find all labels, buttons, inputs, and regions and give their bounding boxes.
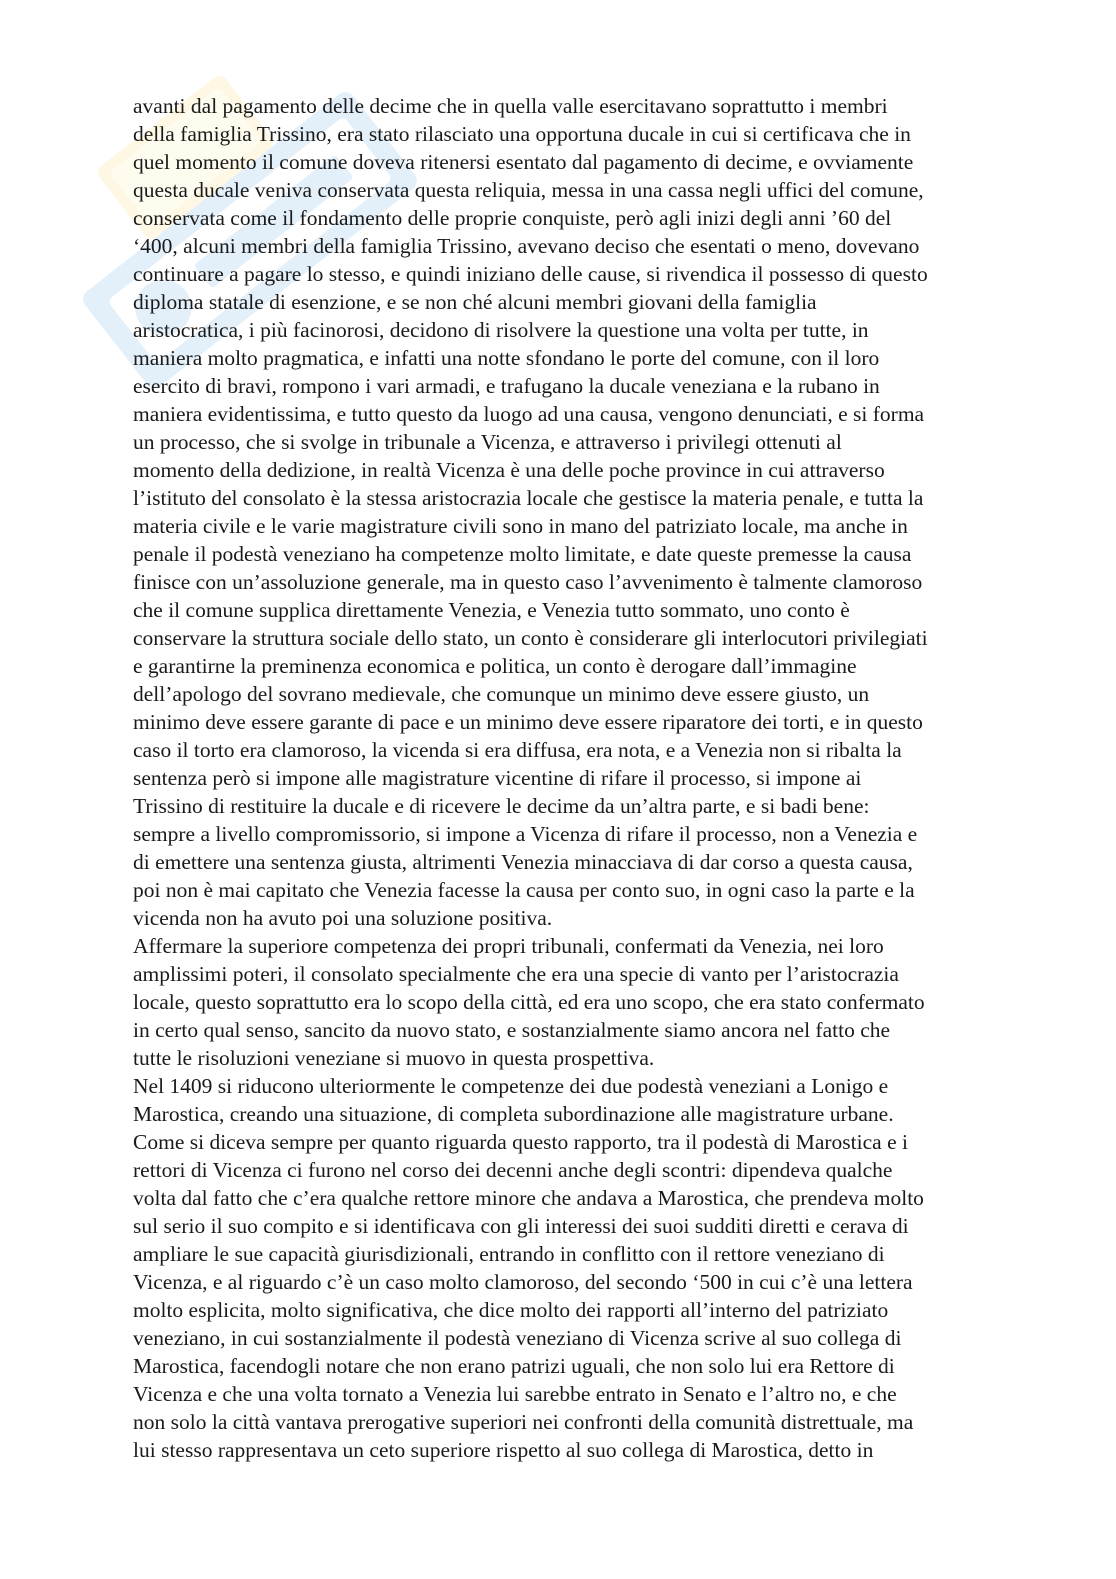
- text-line: ampliare le sue capacità giurisdizionali, entrando in conflitto con il rettore veneziano di: [133, 1242, 885, 1266]
- text-line: sentenza però si impone alle magistrature vicentine di rifare il processo, si impone ai: [133, 766, 862, 790]
- text-line: materia civile e le varie magistrature civili sono in mano del patriziato locale, ma anche in: [133, 514, 908, 538]
- text-line: volta dal fatto che c’era qualche rettore minore che andava a Marostica, che prendeva molto: [133, 1186, 924, 1210]
- text-line: esercito di bravi, rompono i vari armadi, e trafugano la ducale veneziana e la rubano in: [133, 374, 880, 398]
- text-line: Trissino di restituire la ducale e di ricevere le decime da un’altra parte, e si badi bene:: [133, 794, 870, 818]
- text-line: diploma statale di esenzione, e se non ché alcuni membri giovani della famiglia: [133, 290, 817, 314]
- text-line: l’istituto del consolato è la stessa aristocrazia locale che gestisce la materia penale, e tutta la: [133, 486, 924, 510]
- text-line: molto esplicita, molto significativa, che dice molto dei rapporti all’interno del patriziato: [133, 1298, 889, 1322]
- text-line: ‘400, alcuni membri della famiglia Trissino, avevano deciso che esentati o meno, dovevano: [133, 234, 920, 258]
- text-line: continuare a pagare lo stesso, e quindi iniziano delle cause, si rivendica il possesso di questo: [133, 262, 928, 286]
- text-line: un processo, che si svolge in tribunale a Vicenza, e attraverso i privilegi ottenuti al: [133, 430, 842, 454]
- text-line: sul serio il suo compito e si identificava con gli interessi dei suoi sudditi diretti e cerava di: [133, 1214, 909, 1238]
- text-line: questa ducale veniva conservata questa reliquia, messa in una cassa negli uffici del comune,: [133, 178, 924, 202]
- text-line: che il comune supplica direttamente Venezia, e Venezia tutto sommato, uno conto è: [133, 598, 850, 622]
- text-line: Nel 1409 si riducono ulteriormente le competenze dei due podestà veneziani a Lonigo e: [133, 1074, 889, 1098]
- text-line: in certo qual senso, sancito da nuovo stato, e sostanzialmente siamo ancora nel fatto che: [133, 1018, 891, 1042]
- text-line: minimo deve essere garante di pace e un minimo deve essere riparatore dei torti, e in questo: [133, 710, 923, 734]
- text-line: dell’apologo del sovrano medievale, che comunque un minimo deve essere giusto, un: [133, 682, 870, 706]
- text-line: maniera evidentissima, e tutto questo da luogo ad una causa, vengono denunciati, e si forma: [133, 402, 925, 426]
- text-line: tutte le risoluzioni veneziane si muovo in questa prospettiva.: [133, 1046, 655, 1070]
- text-line: finisce con un’assoluzione generale, ma in questo caso l’avvenimento è talmente clamoroso: [133, 570, 923, 594]
- text-line: Marostica, facendogli notare che non erano patrizi uguali, che non solo lui era Rettore di: [133, 1354, 895, 1378]
- text-line: Vicenza, e al riguardo c’è un caso molto clamoroso, del secondo ‘500 in cui c’è una lettera: [133, 1270, 913, 1294]
- text-line: penale il podestà veneziano ha competenze molto limitate, e date queste premesse la causa: [133, 542, 912, 566]
- paragraph: [133, 92, 1063, 932]
- text-line: poi non è mai capitato che Venezia facesse la causa per conto suo, in ogni caso la parte e la: [133, 878, 915, 902]
- text-line: sempre a livello compromissorio, si impone a Vicenza di rifare il processo, non a Venezia e: [133, 822, 918, 846]
- paragraph: [133, 1072, 1063, 1464]
- text-line: caso il torto era clamoroso, la vicenda si era diffusa, era nota, e a Venezia non si ribalta la: [133, 738, 902, 762]
- text-line: di emettere una sentenza giusta, altrimenti Venezia minacciava di dar corso a questa causa,: [133, 850, 913, 874]
- text-line: Marostica, creando una situazione, di completa subordinazione alle magistrature urbane.: [133, 1102, 894, 1126]
- text-line: vicenda non ha avuto poi una soluzione positiva.: [133, 906, 553, 930]
- text-line: locale, questo soprattutto era lo scopo della città, ed era uno scopo, che era stato confermato: [133, 990, 925, 1014]
- paragraph: [133, 932, 1063, 1072]
- text-line: lui stesso rappresentava un ceto superiore rispetto al suo collega di Marostica, detto in: [133, 1438, 874, 1462]
- text-line: non solo la città vantava prerogative superiori nei confronti della comunità distrettuale, ma: [133, 1410, 914, 1434]
- text-line: conservare la struttura sociale dello stato, un conto è considerare gli interlocutori privilegiati: [133, 626, 928, 650]
- text-line: rettori di Vicenza ci furono nel corso dei decenni anche degli scontri: dipendeva qualche: [133, 1158, 893, 1182]
- text-line: avanti dal pagamento delle decime che in quella valle esercitavano soprattutto i membri: [133, 94, 888, 118]
- text-line: della famiglia Trissino, era stato rilasciato una opportuna ducale in cui si certificava che in: [133, 122, 911, 146]
- text-line: Affermare la superiore competenza dei propri tribunali, confermati da Venezia, nei loro: [133, 934, 884, 958]
- text-line: Vicenza e che una volta tornato a Venezia lui sarebbe entrato in Senato e l’altro no, e che: [133, 1382, 897, 1406]
- text-line: maniera molto pragmatica, e infatti una notte sfondano le porte del comune, con il loro: [133, 346, 880, 370]
- text-line: veneziano, in cui sostanzialmente il podestà veneziano di Vicenza scrive al suo collega di: [133, 1326, 902, 1350]
- text-line: Come si diceva sempre per quanto riguarda questo rapporto, tra il podestà di Marostica e i: [133, 1130, 908, 1154]
- text-line: aristocratica, i più facinorosi, decidono di risolvere la questione una volta per tutte, in: [133, 318, 869, 342]
- document-body: [133, 92, 1063, 1464]
- text-line: quel momento il comune doveva ritenersi esentato dal pagamento di decime, e ovviamente: [133, 150, 914, 174]
- text-line: amplissimi poteri, il consolato specialmente che era una specie di vanto per l’aristocrazia: [133, 962, 899, 986]
- text-line: momento della dedizione, in realtà Vicenza è una delle poche province in cui attraverso: [133, 458, 885, 482]
- text-line: e garantirne la preminenza economica e politica, un conto è derogare dall’immagine: [133, 654, 857, 678]
- text-line: conservata come il fondamento delle proprie conquiste, però agli inizi degli anni ’60 del: [133, 206, 892, 230]
